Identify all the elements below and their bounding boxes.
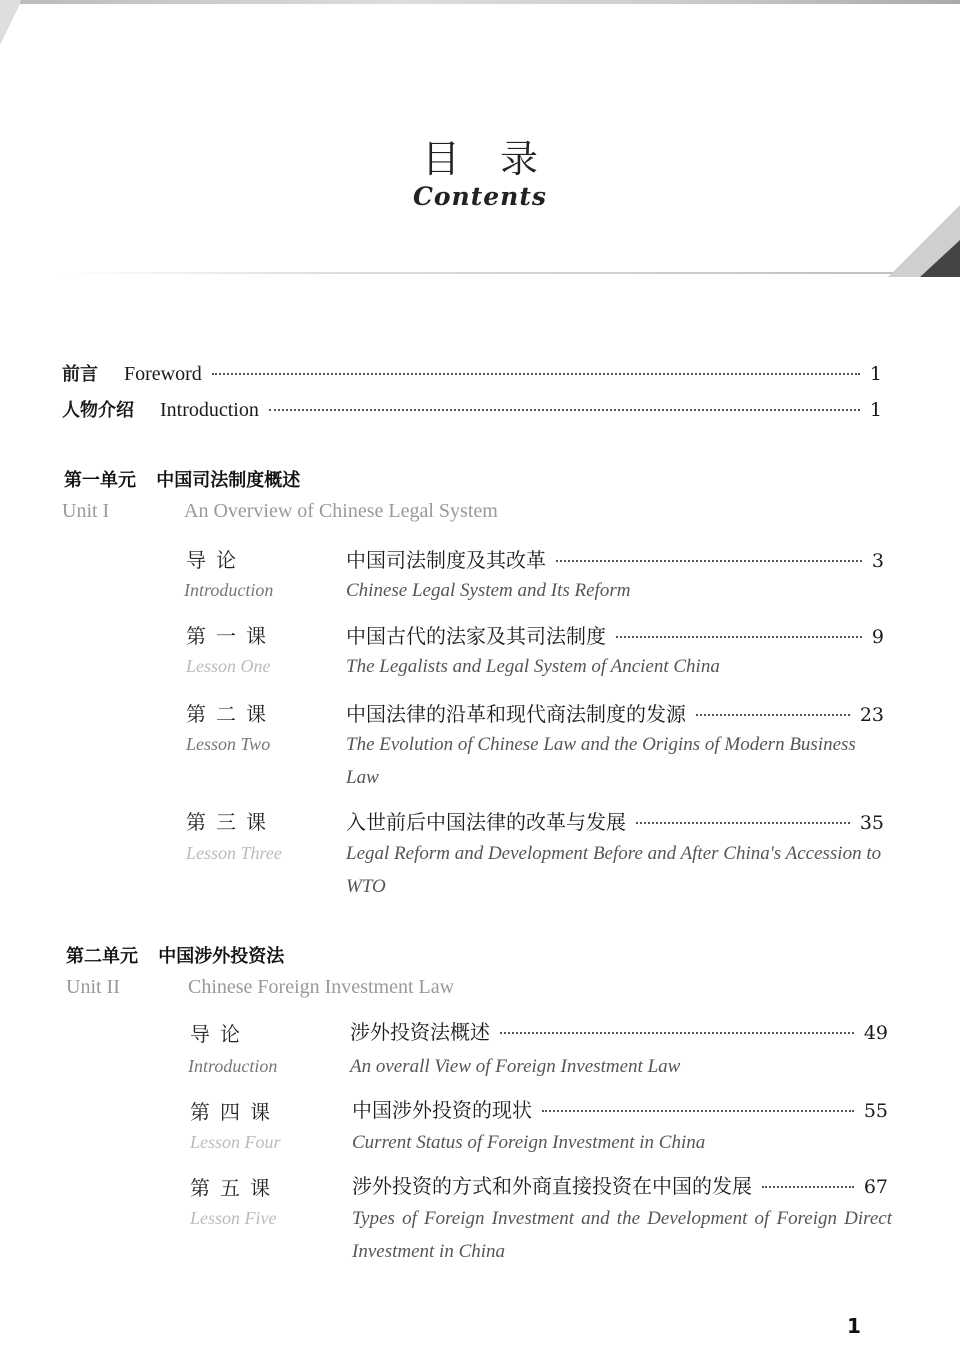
toc-entry-u2-intro[interactable] [350,1016,888,1045]
toc-entry-lesson-five[interactable] [352,1170,888,1199]
lesson-title-en: Current Status of Foreign Investment in China [352,1132,706,1153]
leader-dots [556,560,862,562]
lesson-label-cn: 导论 [186,548,246,572]
toc-entry-lesson-one[interactable] [346,620,884,649]
lesson-title-en: Types of Foreign Investment and the Development of Foreign Direct Investment in China [352,1208,892,1262]
scan-top-edge [20,0,960,4]
unit-heading-cn [64,466,300,492]
page-title-en: Contents [412,182,547,211]
lesson-label-cn: 第五课 [190,1176,280,1200]
unit-heading-en [66,976,454,999]
entry-title-cn: 前言 [62,364,98,385]
page-ref: 3 [871,550,884,572]
lesson-label-en: Lesson Four [190,1132,281,1152]
entry-title-en: Foreword [124,363,202,385]
toc-entry-lesson-three[interactable] [346,806,884,835]
toc-entry-lesson-four[interactable] [352,1094,888,1123]
lesson-label-en: Lesson Three [186,843,282,863]
lesson-title-en: The Legalists and Legal System of Ancient China [346,656,720,677]
page-ref: 55 [863,1100,888,1122]
lesson-title-en: An overall View of Foreign Investment Law [350,1056,681,1077]
lesson-label-en: Lesson Five [190,1208,277,1228]
unit-label-en: Unit I [62,500,110,522]
lesson-title-cn: 涉外投资的方式和外商直接投资在中国的发展 [352,1174,752,1198]
page-ref: 35 [859,812,884,834]
unit-heading-cn [66,942,284,968]
entry-title-en: Introduction [160,399,259,421]
page-ref: 1 [869,399,882,421]
leader-dots [542,1110,854,1112]
lesson-label-en: Lesson Two [186,734,271,754]
unit-label-cn: 第二单元 [66,946,138,967]
lesson-label-en: Lesson One [186,656,271,676]
unit-heading-en [62,500,498,523]
unit-title-en: Chinese Foreign Investment Law [188,976,455,998]
leader-dots [762,1186,854,1188]
lesson-title-en: The Evolution of Chinese Law and the Origins of Modern Business Law [346,734,856,788]
leader-dots [212,373,860,375]
lesson-title-cn: 中国古代的法家及其司法制度 [346,624,606,648]
decorative-corner-triangle-dark [920,240,960,277]
leader-dots [269,409,860,411]
lesson-title-cn: 中国司法制度及其改革 [346,548,546,572]
lesson-label-cn: 第三课 [186,810,276,834]
lesson-label-cn: 第一课 [186,624,276,648]
unit-title-en: An Overview of Chinese Legal System [184,500,498,522]
lesson-label-cn: 导论 [190,1022,250,1046]
lesson-label-cn: 第四课 [190,1100,280,1124]
page-ref: 67 [863,1176,888,1198]
lesson-label-en: Introduction [188,1056,278,1076]
unit-title-cn: 中国司法制度概述 [156,470,301,491]
lesson-title-cn: 中国法律的沿革和现代商法制度的发源 [346,702,686,726]
scan-corner-shadow [0,0,22,45]
leader-dots [636,822,850,824]
page-title-cn: 目录 [421,137,578,181]
leader-dots [616,636,862,638]
unit-label-en: Unit II [66,976,120,998]
lesson-title-cn: 入世前后中国法律的改革与发展 [346,810,626,834]
toc-entry-foreword[interactable] [62,360,882,386]
unit-label-cn: 第一单元 [64,470,136,491]
page-ref: 9 [871,626,884,648]
lesson-label-en: Introduction [184,580,274,600]
lesson-title-en: Legal Reform and Development Before and After China's Accession to WTO [346,843,882,897]
decorative-band [60,272,960,274]
lesson-label-cn: 第二课 [186,702,276,726]
lesson-title-en: Chinese Legal System and Its Reform [346,580,631,601]
unit-title-cn: 中国涉外投资法 [158,946,285,967]
leader-dots [500,1032,854,1034]
lesson-title-cn: 中国涉外投资的现状 [352,1098,532,1122]
page-ref: 1 [869,363,882,385]
toc-entry-u1-intro[interactable] [346,544,884,573]
lesson-title-cn: 涉外投资法概述 [350,1020,490,1044]
page-number: 1 [847,1314,861,1338]
page-ref: 49 [863,1022,888,1044]
toc-entry-lesson-two[interactable] [346,698,884,727]
leader-dots [696,714,850,716]
entry-title-cn: 人物介绍 [62,400,134,421]
toc-entry-introduction[interactable] [62,396,882,422]
page-ref: 23 [859,704,884,726]
